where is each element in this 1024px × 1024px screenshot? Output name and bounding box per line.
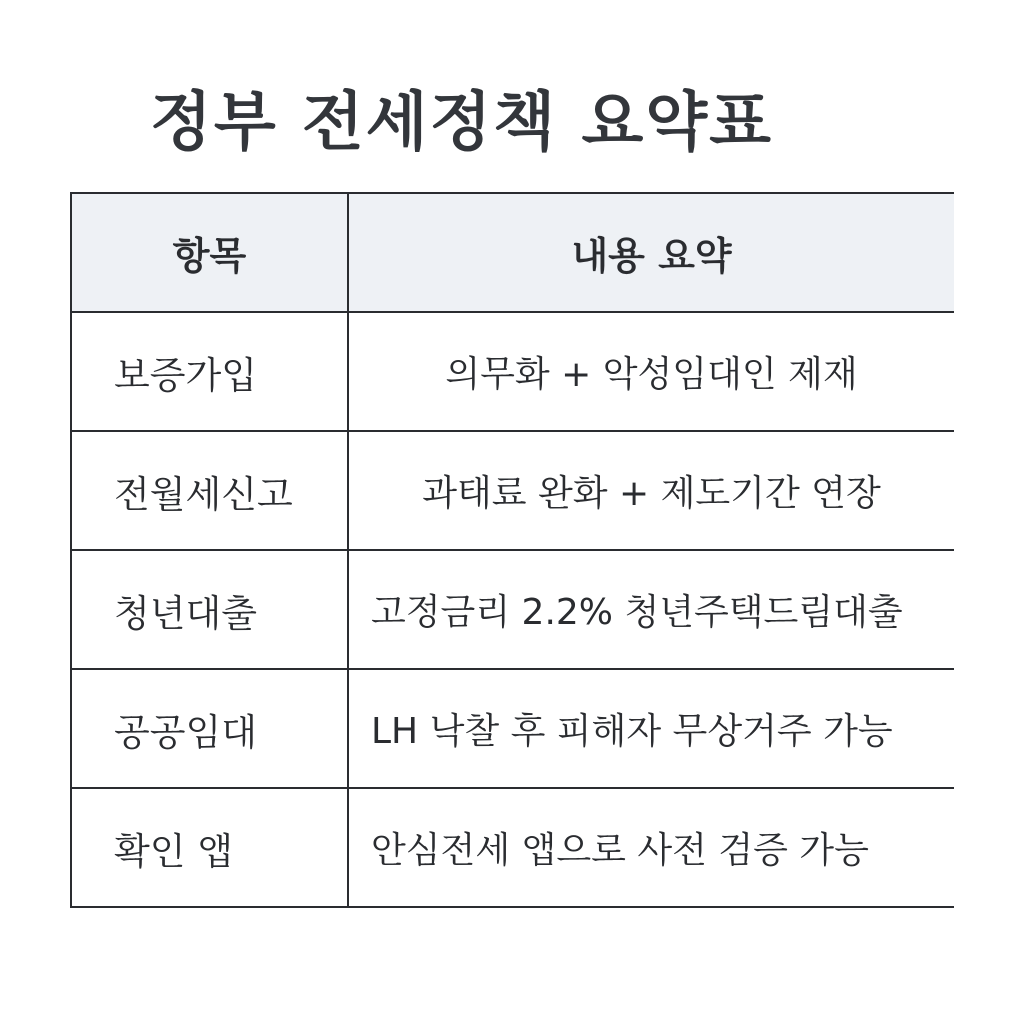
row-item-cell: 보증가입 xyxy=(71,312,348,431)
table-row xyxy=(71,312,954,431)
page-title: 정부 전세정책 요약표 xyxy=(150,86,773,160)
column-header-item: 항목 xyxy=(71,193,348,312)
table-row xyxy=(71,431,954,550)
table-row xyxy=(71,669,954,788)
row-item-cell: 청년대출 xyxy=(71,550,348,669)
row-item-cell: 공공임대 xyxy=(71,669,348,788)
row-summary-cell: 안심전세 앱으로 사전 검증 가능 xyxy=(348,788,954,907)
policy-summary-table-container xyxy=(70,192,954,922)
row-summary-cell: 과태료 완화 + 제도기간 연장 xyxy=(348,431,954,550)
row-summary-cell: LH 낙찰 후 피해자 무상거주 가능 xyxy=(348,669,954,788)
column-header-summary: 내용 요약 xyxy=(348,193,954,312)
policy-summary-table xyxy=(70,192,954,908)
row-summary-cell: 고정금리 2.2% 청년주택드림대출 xyxy=(348,550,954,669)
table-header-row xyxy=(71,193,954,312)
table-row xyxy=(71,788,954,907)
row-item-cell: 확인 앱 xyxy=(71,788,348,907)
row-item-cell: 전월세신고 xyxy=(71,431,348,550)
row-summary-cell: 의무화 + 악성임대인 제재 xyxy=(348,312,954,431)
table-row xyxy=(71,550,954,669)
